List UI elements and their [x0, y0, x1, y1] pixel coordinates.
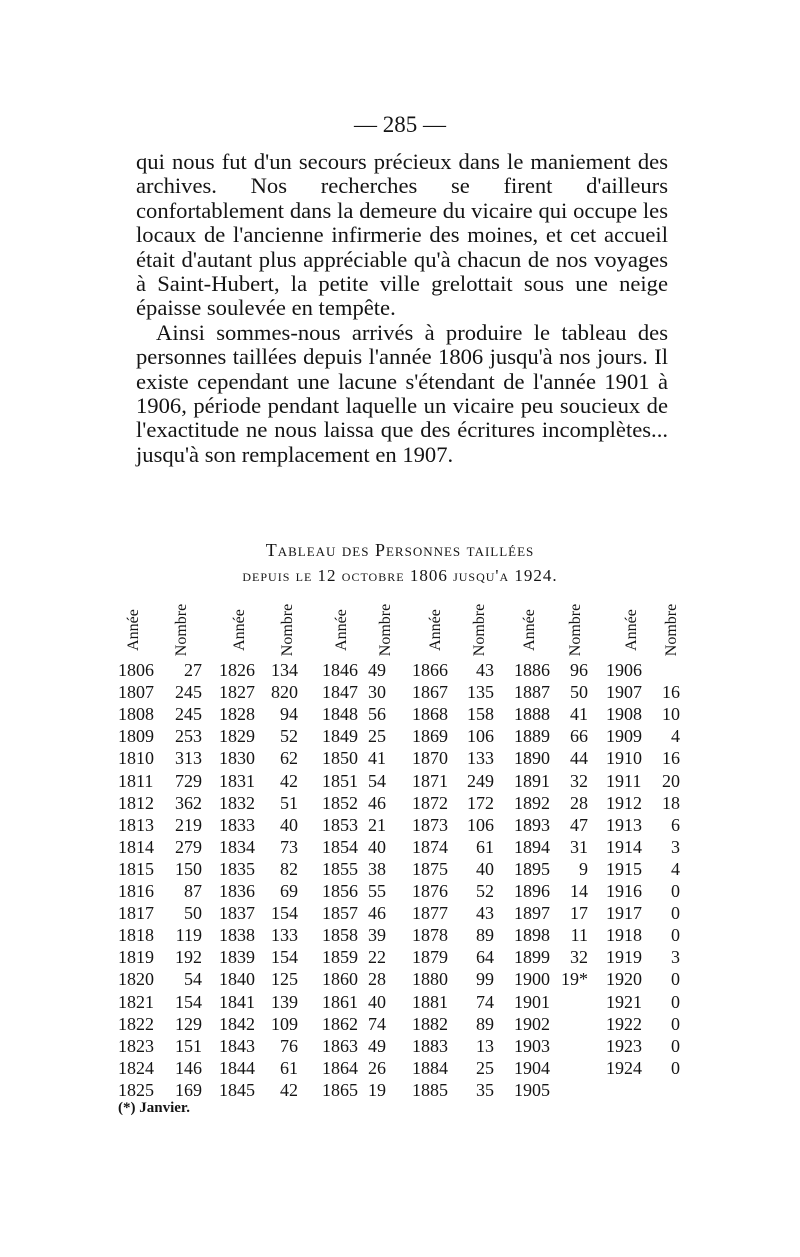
- year-cell: 1885: [412, 1079, 448, 1100]
- count-cell: 40: [368, 991, 386, 1012]
- count-cell: 66: [570, 726, 588, 747]
- count-cell: 253: [175, 726, 202, 747]
- year-cell: 1921: [606, 991, 642, 1012]
- count-cell: 119: [175, 925, 202, 946]
- year-cell: 1816: [118, 881, 154, 901]
- count-cell: 42: [280, 770, 298, 791]
- year-cell: 1919: [606, 947, 642, 968]
- year-cell: 1837: [219, 903, 255, 924]
- year-cell: 1873: [412, 814, 448, 835]
- count-cell: 40: [280, 814, 298, 835]
- year-cell: 1836: [219, 881, 255, 901]
- count-cell: 146: [175, 1057, 202, 1078]
- year-cell: 1820: [118, 969, 154, 990]
- year-cell: 1906: [606, 660, 642, 680]
- count-cell: 32: [570, 770, 588, 791]
- count-cell: 76: [280, 1035, 298, 1056]
- count-cell: 47: [570, 814, 588, 835]
- count-cell: 46: [368, 903, 386, 924]
- year-cell: 1813: [118, 814, 154, 835]
- count-cell: 62: [280, 748, 298, 769]
- paragraph: qui nous fut d'un secours précieux dans le maniement des archives. Nos recherches se firent d'ailleurs confortablement dans la demeure du vicaire qui occupe les locaux de l'ancienne infirmerie des moines, et cet accueil était d'autant plus appréciable qu'à chacun de nos voyages à Saint-Hubert, la petite ville grelottait sous une neige épaisse soulevée en tempête.: [136, 149, 668, 321]
- year-cell: 1830: [219, 748, 255, 769]
- table-row: [0, 924, 800, 946]
- count-cell: 3: [671, 836, 680, 857]
- year-cell: 1812: [118, 792, 154, 813]
- count-cell: 46: [368, 792, 386, 813]
- year-cell: 1850: [322, 748, 358, 769]
- count-cell: 41: [570, 704, 588, 725]
- count-cell: 4: [671, 726, 680, 747]
- year-cell: 1867: [412, 682, 448, 703]
- year-cell: 1893: [514, 814, 550, 835]
- count-cell: 40: [476, 858, 494, 879]
- count-cell: 154: [271, 947, 298, 968]
- count-cell: 25: [368, 726, 386, 747]
- count-cell: 0: [671, 1013, 680, 1034]
- year-cell: 1832: [219, 792, 255, 813]
- year-cell: 1917: [606, 903, 642, 924]
- count-cell: 6: [671, 814, 680, 835]
- year-cell: 1815: [118, 858, 154, 879]
- count-cell: 61: [476, 836, 494, 857]
- year-cell: 1879: [412, 947, 448, 968]
- count-cell: 169: [175, 1079, 202, 1100]
- col-header-count: Nombre: [663, 603, 680, 657]
- count-cell: 50: [570, 682, 588, 703]
- year-cell: 1914: [606, 836, 642, 857]
- col-header-count: Nombre: [279, 603, 296, 657]
- count-cell: 151: [175, 1035, 202, 1056]
- table-row: [0, 792, 800, 814]
- col-header-year: Année: [231, 609, 248, 651]
- year-cell: 1849: [322, 726, 358, 747]
- year-cell: 1822: [118, 1013, 154, 1034]
- year-cell: 1821: [118, 991, 154, 1012]
- year-cell: 1923: [606, 1035, 642, 1056]
- count-cell: 279: [175, 836, 202, 857]
- table-row: [0, 858, 800, 880]
- year-cell: 1843: [219, 1035, 255, 1056]
- count-cell: 0: [671, 925, 680, 946]
- year-cell: 1811: [118, 770, 154, 791]
- year-cell: 1866: [412, 660, 448, 680]
- table-row: [0, 836, 800, 858]
- year-cell: 1851: [322, 770, 358, 791]
- year-cell: 1840: [219, 969, 255, 990]
- year-cell: 1900: [514, 969, 550, 990]
- year-cell: 1808: [118, 704, 154, 725]
- year-cell: 1872: [412, 792, 448, 813]
- count-cell: 0: [671, 903, 680, 924]
- count-cell: 109: [271, 1013, 298, 1034]
- count-cell: 96: [570, 660, 588, 680]
- year-cell: 1898: [514, 925, 550, 946]
- year-cell: 1841: [219, 991, 255, 1012]
- count-cell: 43: [476, 903, 494, 924]
- table-row: [0, 725, 800, 747]
- count-cell: 16: [662, 682, 680, 703]
- count-cell: 73: [280, 836, 298, 857]
- count-cell: 172: [467, 792, 494, 813]
- year-cell: 1890: [514, 748, 550, 769]
- year-cell: 1807: [118, 682, 154, 703]
- count-cell: 30: [368, 682, 386, 703]
- year-cell: 1817: [118, 903, 154, 924]
- year-cell: 1907: [606, 682, 642, 703]
- year-cell: 1823: [118, 1035, 154, 1056]
- col-header-year: Année: [427, 609, 444, 651]
- col-header-count: Nombre: [377, 603, 394, 657]
- year-cell: 1877: [412, 903, 448, 924]
- paragraph: Ainsi sommes-nous arrivés à produire le tableau des personnes taillées depuis l'année 1806 jusqu'à nos jours. Il existe cependant une lacune s'étendant de l'année 1901 à 1906, période pendant laquelle un vicaire peu soucieux de l'exactitude ne nous laissa que des écritures incomplètes... jusqu'à son remplacement en 1907.: [136, 319, 668, 467]
- count-cell: 125: [271, 969, 298, 990]
- year-cell: 1910: [606, 748, 642, 769]
- year-cell: 1847: [322, 682, 358, 703]
- count-cell: 69: [280, 881, 298, 901]
- year-cell: 1888: [514, 704, 550, 725]
- year-cell: 1916: [606, 881, 642, 901]
- count-cell: 313: [175, 748, 202, 769]
- year-cell: 1814: [118, 836, 154, 857]
- year-cell: 1922: [606, 1013, 642, 1034]
- count-cell: 56: [368, 704, 386, 725]
- table-row: [0, 703, 800, 725]
- year-cell: 1833: [219, 814, 255, 835]
- count-cell: 133: [271, 925, 298, 946]
- count-cell: 27: [184, 660, 202, 680]
- year-cell: 1909: [606, 726, 642, 747]
- count-cell: 82: [280, 858, 298, 879]
- count-cell: 32: [570, 947, 588, 968]
- count-cell: 134: [271, 660, 298, 680]
- year-cell: 1861: [322, 991, 358, 1012]
- count-cell: 0: [671, 969, 680, 990]
- year-cell: 1894: [514, 836, 550, 857]
- count-cell: 50: [184, 903, 202, 924]
- count-cell: 158: [467, 704, 494, 725]
- count-cell: 106: [467, 726, 494, 747]
- year-cell: 1825: [118, 1079, 154, 1100]
- year-cell: 1913: [606, 814, 642, 835]
- count-cell: 16: [662, 748, 680, 769]
- count-cell: 28: [570, 792, 588, 813]
- table-row: [0, 659, 800, 681]
- year-cell: 1842: [219, 1013, 255, 1034]
- count-cell: 133: [467, 748, 494, 769]
- year-cell: 1869: [412, 726, 448, 747]
- count-cell: 28: [368, 969, 386, 990]
- year-cell: 1865: [322, 1079, 358, 1100]
- year-cell: 1874: [412, 836, 448, 857]
- count-cell: 150: [175, 858, 202, 879]
- count-cell: 64: [476, 947, 494, 968]
- count-cell: 362: [175, 792, 202, 813]
- count-cell: 52: [476, 881, 494, 901]
- count-cell: 39: [368, 925, 386, 946]
- year-cell: 1819: [118, 947, 154, 968]
- year-cell: 1870: [412, 748, 448, 769]
- table-row: [0, 1079, 800, 1101]
- year-cell: 1806: [118, 660, 154, 680]
- year-cell: 1891: [514, 770, 550, 791]
- col-header-year: Année: [333, 609, 350, 651]
- year-cell: 1899: [514, 947, 550, 968]
- count-cell: 22: [368, 947, 386, 968]
- count-cell: 74: [368, 1013, 386, 1034]
- year-cell: 1848: [322, 704, 358, 725]
- count-cell: 0: [671, 1057, 680, 1078]
- year-cell: 1818: [118, 925, 154, 946]
- count-cell: 135: [467, 682, 494, 703]
- year-cell: 1835: [219, 858, 255, 879]
- col-header-count: Nombre: [567, 603, 584, 657]
- count-cell: 87: [184, 881, 202, 901]
- year-cell: 1905: [514, 1079, 550, 1100]
- year-cell: 1889: [514, 726, 550, 747]
- count-cell: 51: [280, 792, 298, 813]
- col-header-count: Nombre: [173, 603, 190, 657]
- count-cell: 26: [368, 1057, 386, 1078]
- table-row: [0, 1035, 800, 1057]
- year-cell: 1860: [322, 969, 358, 990]
- year-cell: 1868: [412, 704, 448, 725]
- count-cell: 19: [368, 1079, 386, 1100]
- year-cell: 1845: [219, 1079, 255, 1100]
- count-cell: 219: [175, 814, 202, 835]
- count-cell: 129: [175, 1013, 202, 1034]
- count-cell: 19*: [561, 969, 588, 990]
- count-cell: 41: [368, 748, 386, 769]
- count-cell: 20: [662, 770, 680, 791]
- count-cell: 18: [662, 792, 680, 813]
- col-header-count: Nombre: [471, 603, 488, 657]
- count-cell: 89: [476, 1013, 494, 1034]
- year-cell: 1864: [322, 1057, 358, 1078]
- table-row: [0, 902, 800, 924]
- year-cell: 1875: [412, 858, 448, 879]
- year-cell: 1828: [219, 704, 255, 725]
- table-row: [0, 1057, 800, 1079]
- count-cell: 40: [368, 836, 386, 857]
- year-cell: 1884: [412, 1057, 448, 1078]
- year-cell: 1856: [322, 881, 358, 901]
- count-cell: 38: [368, 858, 386, 879]
- year-cell: 1809: [118, 726, 154, 747]
- year-cell: 1897: [514, 903, 550, 924]
- count-cell: 139: [271, 991, 298, 1012]
- year-cell: 1902: [514, 1013, 550, 1034]
- table-row: [0, 681, 800, 703]
- year-cell: 1829: [219, 726, 255, 747]
- year-cell: 1887: [514, 682, 550, 703]
- count-cell: 25: [476, 1057, 494, 1078]
- year-cell: 1876: [412, 881, 448, 901]
- year-cell: 1883: [412, 1035, 448, 1056]
- count-cell: 106: [467, 814, 494, 835]
- table-title: Tableau des Personnes taillées: [265, 540, 535, 560]
- count-cell: 154: [271, 903, 298, 924]
- count-cell: 0: [671, 991, 680, 1012]
- year-cell: 1863: [322, 1035, 358, 1056]
- year-cell: 1827: [219, 682, 255, 703]
- count-cell: 52: [280, 726, 298, 747]
- count-cell: 61: [280, 1057, 298, 1078]
- table-subtitle: depuis le 12 octobre 1806 jusqu'a 1924.: [242, 566, 558, 585]
- count-cell: 820: [271, 682, 298, 703]
- year-cell: 1892: [514, 792, 550, 813]
- count-cell: 245: [175, 682, 202, 703]
- count-cell: 192: [175, 947, 202, 968]
- year-cell: 1911: [606, 770, 642, 791]
- count-cell: 89: [476, 925, 494, 946]
- table-row: [0, 991, 800, 1013]
- year-cell: 1915: [606, 858, 642, 879]
- year-cell: 1844: [219, 1057, 255, 1078]
- count-cell: 14: [570, 881, 588, 901]
- count-cell: 74: [476, 991, 494, 1012]
- count-cell: 55: [368, 881, 386, 901]
- year-cell: 1912: [606, 792, 642, 813]
- count-cell: 54: [184, 969, 202, 990]
- count-cell: 0: [671, 1035, 680, 1056]
- year-cell: 1904: [514, 1057, 550, 1078]
- year-cell: 1871: [412, 770, 448, 791]
- page-number: — 285 —: [354, 112, 446, 137]
- year-cell: 1878: [412, 925, 448, 946]
- year-cell: 1855: [322, 858, 358, 879]
- table-row: [0, 814, 800, 836]
- year-cell: 1896: [514, 881, 550, 901]
- count-cell: 245: [175, 704, 202, 725]
- year-cell: 1826: [219, 660, 255, 680]
- count-cell: 54: [368, 770, 386, 791]
- count-cell: 49: [368, 1035, 386, 1056]
- year-cell: 1834: [219, 836, 255, 857]
- year-cell: 1895: [514, 858, 550, 879]
- year-cell: 1839: [219, 947, 255, 968]
- year-cell: 1846: [322, 660, 358, 680]
- count-cell: 10: [662, 704, 680, 725]
- count-cell: 13: [476, 1035, 494, 1056]
- count-cell: 42: [280, 1079, 298, 1100]
- col-header-year: Année: [623, 609, 640, 651]
- table-row: [0, 968, 800, 990]
- count-cell: 729: [175, 770, 202, 791]
- body-text: [136, 150, 668, 467]
- year-cell: 1924: [606, 1057, 642, 1078]
- count-cell: 3: [671, 947, 680, 968]
- table-row: [0, 880, 800, 902]
- count-cell: 49: [368, 660, 386, 680]
- count-cell: 249: [467, 770, 494, 791]
- count-cell: 17: [570, 903, 588, 924]
- col-header-year: Année: [521, 609, 538, 651]
- count-cell: 0: [671, 881, 680, 901]
- table-row: [0, 747, 800, 769]
- year-cell: 1838: [219, 925, 255, 946]
- count-cell: 43: [476, 660, 494, 680]
- year-cell: 1882: [412, 1013, 448, 1034]
- count-cell: 44: [570, 748, 588, 769]
- footnote: (*) Janvier.: [118, 1100, 190, 1116]
- year-cell: 1920: [606, 969, 642, 990]
- count-cell: 94: [280, 704, 298, 725]
- year-cell: 1880: [412, 969, 448, 990]
- year-cell: 1903: [514, 1035, 550, 1056]
- year-cell: 1908: [606, 704, 642, 725]
- year-cell: 1824: [118, 1057, 154, 1078]
- count-cell: 35: [476, 1079, 494, 1100]
- year-cell: 1831: [219, 770, 255, 791]
- year-cell: 1859: [322, 947, 358, 968]
- year-cell: 1901: [514, 991, 550, 1012]
- year-cell: 1857: [322, 903, 358, 924]
- year-cell: 1852: [322, 792, 358, 813]
- year-cell: 1810: [118, 748, 154, 769]
- year-cell: 1886: [514, 660, 550, 680]
- table-row: [0, 946, 800, 968]
- year-cell: 1858: [322, 925, 358, 946]
- count-cell: 9: [579, 858, 588, 879]
- table-row: [0, 1013, 800, 1035]
- count-cell: 11: [570, 925, 588, 946]
- year-cell: 1862: [322, 1013, 358, 1034]
- year-cell: 1918: [606, 925, 642, 946]
- count-cell: 154: [175, 991, 202, 1012]
- year-cell: 1853: [322, 814, 358, 835]
- count-cell: 99: [476, 969, 494, 990]
- year-cell: 1854: [322, 836, 358, 857]
- table-row: [0, 770, 800, 792]
- col-header-year: Année: [125, 609, 142, 651]
- count-cell: 4: [671, 858, 680, 879]
- count-cell: 21: [368, 814, 386, 835]
- count-cell: 31: [570, 836, 588, 857]
- year-cell: 1881: [412, 991, 448, 1012]
